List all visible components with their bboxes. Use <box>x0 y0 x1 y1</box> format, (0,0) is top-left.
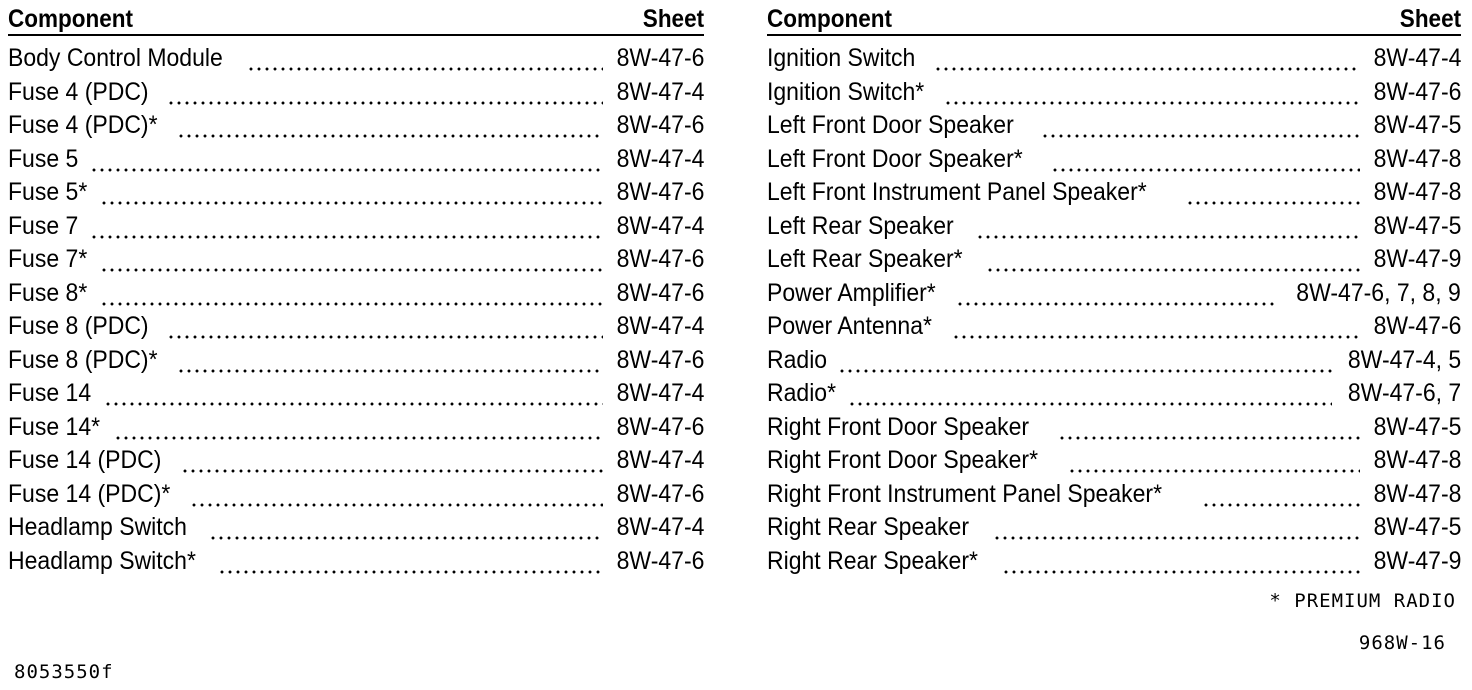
index-row <box>8 411 704 445</box>
sheet-reference: 8W-47-4 <box>616 77 704 106</box>
component-column-header: Component <box>767 5 892 33</box>
sheet-reference: 8W-47-6 <box>616 44 704 72</box>
sheet-reference: 8W-47-8 <box>1373 178 1461 206</box>
dot-leader <box>114 411 603 445</box>
dot-leader <box>986 243 1360 277</box>
dot-leader <box>1058 411 1360 445</box>
index-row <box>8 545 704 579</box>
sheet-reference: 8W-47-6, 7, 8, 9 <box>1296 278 1461 307</box>
dot-leader <box>100 176 602 210</box>
component-column-header: Component <box>8 5 133 33</box>
dot-leader <box>167 310 603 344</box>
dot-leader <box>848 377 1332 411</box>
dot-leader <box>1068 444 1360 478</box>
index-row <box>8 176 704 210</box>
dot-leader <box>209 511 603 545</box>
sheet-reference: 8W-47-5 <box>1373 111 1461 139</box>
sheet-reference: 8W-47-4 <box>616 446 704 474</box>
index-row <box>8 478 704 512</box>
sheet-reference: 8W-47-6 <box>616 546 704 575</box>
index-row <box>8 42 704 76</box>
sheet-reference: 8W-47-9 <box>1373 245 1461 273</box>
index-row <box>767 377 1461 411</box>
sheet-reference: 8W-47-4 <box>1373 44 1461 72</box>
dot-leader <box>1002 545 1359 579</box>
dot-leader <box>1186 176 1360 210</box>
index-row <box>8 444 704 478</box>
index-row <box>8 377 704 411</box>
sheet-reference: 8W-47-6, 7 <box>1347 379 1461 407</box>
sheet-reference: 8W-47-6 <box>616 479 704 508</box>
component-name: Left Rear Speaker* <box>767 245 963 273</box>
component-name: Fuse 8* <box>8 278 88 307</box>
dot-leader <box>90 143 602 177</box>
dot-leader <box>1041 109 1359 143</box>
index-row <box>767 243 1461 277</box>
sheet-reference: 8W-47-5 <box>1373 412 1461 441</box>
premium-radio-footnote: * PREMIUM RADIO <box>1269 590 1456 612</box>
component-name: Headlamp Switch <box>8 513 187 541</box>
dot-leader <box>100 277 602 311</box>
sheet-reference: 8W-47-4 <box>616 144 704 173</box>
component-name: Fuse 5 <box>8 144 79 173</box>
index-row <box>8 310 704 344</box>
index-row <box>767 143 1461 177</box>
right-table-rows <box>767 42 1461 578</box>
component-name: Fuse 14 (PDC)* <box>8 479 171 508</box>
component-name: Fuse 14* <box>8 412 101 441</box>
component-name: Left Front Door Speaker <box>767 111 1014 139</box>
component-name: Fuse 8 (PDC) <box>8 312 149 340</box>
dot-leader <box>181 444 603 478</box>
component-name: Power Antenna* <box>767 312 932 340</box>
component-name: Radio* <box>767 379 837 407</box>
sheet-reference: 8W-47-6 <box>616 412 704 441</box>
component-name: Right Rear Speaker* <box>767 546 978 575</box>
component-name: Right Front Instrument Panel Speaker* <box>767 479 1163 508</box>
component-name: Fuse 8 (PDC)* <box>8 345 158 374</box>
component-name: Fuse 5* <box>8 178 88 206</box>
component-name: Right Front Door Speaker <box>767 412 1030 441</box>
sheet-reference: 8W-47-8 <box>1373 479 1461 508</box>
left-table-rows <box>8 42 704 578</box>
index-row <box>767 277 1461 311</box>
dot-leader <box>247 42 602 76</box>
dot-leader <box>90 210 602 244</box>
sheet-reference: 8W-47-6 <box>1373 312 1461 340</box>
dot-leader <box>934 42 1359 76</box>
index-row <box>767 411 1461 445</box>
component-name: Left Rear Speaker <box>767 211 954 240</box>
dot-leader <box>944 76 1360 110</box>
dot-leader <box>177 344 603 378</box>
image-id: 8053550f <box>14 661 114 683</box>
component-name: Fuse 7 <box>8 211 79 240</box>
sheet-reference: 8W-47-4 <box>616 513 704 541</box>
component-name: Left Front Instrument Panel Speaker* <box>767 178 1147 206</box>
index-row <box>8 143 704 177</box>
index-row <box>767 109 1461 143</box>
sheet-reference: 8W-47-5 <box>1373 513 1461 541</box>
dot-leader <box>838 344 1331 378</box>
index-row <box>8 243 704 277</box>
sheet-reference: 8W-47-9 <box>1373 546 1461 575</box>
component-name: Headlamp Switch* <box>8 546 196 575</box>
index-row <box>767 545 1461 579</box>
sheet-reference: 8W-47-8 <box>1373 144 1461 173</box>
component-name: Ignition Switch <box>767 44 916 72</box>
index-row <box>767 42 1461 76</box>
index-row <box>767 344 1461 378</box>
sheet-reference: 8W-47-6 <box>1373 77 1461 106</box>
dot-leader <box>177 109 603 143</box>
dot-leader <box>100 243 602 277</box>
index-row <box>8 210 704 244</box>
sheet-reference: 8W-47-6 <box>616 245 704 273</box>
component-name: Fuse 4 (PDC)* <box>8 111 158 139</box>
right-table-header <box>767 0 1461 36</box>
dot-leader <box>956 277 1276 311</box>
left-index-table <box>8 0 704 578</box>
sheet-reference: 8W-47-6 <box>616 278 704 307</box>
dot-leader <box>976 210 1360 244</box>
sheet-reference: 8W-47-4 <box>616 211 704 240</box>
component-name: Fuse 7* <box>8 245 88 273</box>
dot-leader <box>167 76 603 110</box>
index-row <box>767 76 1461 110</box>
component-name: Fuse 14 <box>8 379 92 407</box>
component-name: Left Front Door Speaker* <box>767 144 1023 173</box>
index-row <box>8 277 704 311</box>
component-name: Fuse 14 (PDC) <box>8 446 162 474</box>
index-row <box>767 310 1461 344</box>
dot-leader <box>1051 143 1360 177</box>
component-name: Right Front Door Speaker* <box>767 446 1039 474</box>
index-row <box>8 511 704 545</box>
sheet-column-header: Sheet <box>642 5 704 33</box>
component-name: Power Amplifier* <box>767 278 936 307</box>
component-name: Radio <box>767 345 828 374</box>
sheet-reference: 8W-47-6 <box>616 345 704 374</box>
component-name: Right Rear Speaker <box>767 513 969 541</box>
sheet-reference: 8W-47-8 <box>1373 446 1461 474</box>
component-name: Body Control Module <box>8 44 223 72</box>
dot-leader <box>1202 478 1359 512</box>
right-index-table <box>767 0 1461 578</box>
index-row <box>767 511 1461 545</box>
figure-code: 968W-16 <box>1358 632 1446 654</box>
sheet-reference: 8W-47-4 <box>616 379 704 407</box>
component-name: Fuse 4 (PDC) <box>8 77 149 106</box>
index-row <box>8 76 704 110</box>
index-row <box>8 109 704 143</box>
sheet-reference: 8W-47-5 <box>1373 211 1461 240</box>
sheet-reference: 8W-47-4, 5 <box>1347 345 1461 374</box>
dot-leader <box>993 511 1360 545</box>
left-table-header <box>8 0 704 36</box>
sheet-column-header: Sheet <box>1399 5 1461 33</box>
sheet-reference: 8W-47-6 <box>616 178 704 206</box>
index-row <box>767 210 1461 244</box>
dot-leader <box>218 545 602 579</box>
index-row <box>767 478 1461 512</box>
dot-leader <box>190 478 602 512</box>
dot-leader <box>104 377 602 411</box>
index-row <box>767 444 1461 478</box>
index-row <box>8 344 704 378</box>
sheet-reference: 8W-47-6 <box>616 111 704 139</box>
component-name: Ignition Switch* <box>767 77 925 106</box>
sheet-reference: 8W-47-4 <box>616 312 704 340</box>
index-row <box>767 176 1461 210</box>
dot-leader <box>952 310 1359 344</box>
